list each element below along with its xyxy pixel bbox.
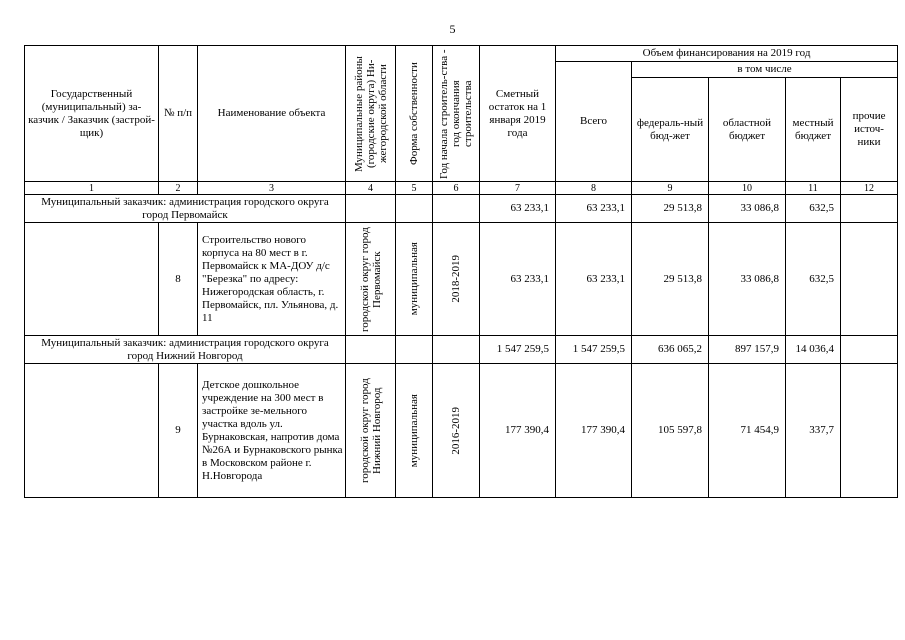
column-index-row: [25, 182, 898, 195]
col-index: 3: [198, 182, 346, 195]
header-number: № п/п: [159, 46, 198, 182]
object-years: [433, 223, 480, 336]
financing-table: [24, 45, 898, 498]
col-index: 11: [786, 182, 841, 195]
object-name: Строительство нового корпуса на 80 мест в г. Первомайск к МА-ДОУ д/с "Березка" по адресу: Нижегородская область, г. Первомайск, пл. Ульянова, д. 11: [198, 223, 346, 336]
other-sources: [841, 195, 898, 223]
object-ownership-text: муниципальная: [408, 393, 420, 468]
col-index: 7: [480, 182, 556, 195]
object-district: [346, 364, 396, 498]
object-district-text: городской округ город Нижний Новгород: [358, 378, 383, 483]
object-years-text: 2018-2019: [450, 255, 462, 303]
header-estimate-balance: Сметный остаток на 1 января 2019 года: [480, 46, 556, 182]
object-ownership: [396, 364, 433, 498]
col-index: 2: [159, 182, 198, 195]
header-total: Всего: [556, 62, 632, 182]
local-budget: 14 036,4: [786, 336, 841, 364]
federal-budget: 29 513,8: [632, 223, 709, 336]
total: 1 547 259,5: [556, 336, 632, 364]
header-years-text: Год начала строитель-ства - год окончания строительства: [438, 48, 474, 179]
federal-budget: 29 513,8: [632, 195, 709, 223]
estimate-balance: 63 233,1: [480, 223, 556, 336]
total: 177 390,4: [556, 364, 632, 498]
local-budget: 632,5: [786, 223, 841, 336]
object-ownership-text: муниципальная: [408, 242, 420, 316]
header-ownership-text: Форма собственности: [408, 62, 420, 165]
table-row: [25, 364, 898, 498]
table-row: [25, 195, 898, 223]
federal-budget: 105 597,8: [632, 364, 709, 498]
object-number: 8: [159, 223, 198, 336]
col-index: 10: [709, 182, 786, 195]
other-sources: [841, 223, 898, 336]
estimate-balance: 1 547 259,5: [480, 336, 556, 364]
col-index: 4: [346, 182, 396, 195]
table-row: [25, 223, 898, 336]
regional-budget: 33 086,8: [709, 195, 786, 223]
object-years: [433, 364, 480, 498]
local-budget: 337,7: [786, 364, 841, 498]
regional-budget: 71 454,9: [709, 364, 786, 498]
other-sources: [841, 336, 898, 364]
other-sources: [841, 364, 898, 498]
header-object-name: Наименование объекта: [198, 46, 346, 182]
header-district: [346, 46, 396, 182]
header-including-group: в том числе: [632, 62, 898, 78]
object-number: 9: [159, 364, 198, 498]
regional-budget: 33 086,8: [709, 223, 786, 336]
header-other: прочие источ-ники: [841, 78, 898, 182]
page-number: 5: [449, 22, 456, 36]
federal-budget: 636 065,2: [632, 336, 709, 364]
header-regional: областной бюджет: [709, 78, 786, 182]
header-district-text: Муниципальные районы (городские округа) Ни-жегородской области: [352, 55, 389, 172]
estimate-balance: 63 233,1: [480, 195, 556, 223]
col-index: 9: [632, 182, 709, 195]
object-ownership: [396, 223, 433, 336]
header-ownership: [396, 46, 433, 182]
object-district-text: городской округ город Первомайск: [358, 226, 383, 332]
header-years: [433, 46, 480, 182]
customer-name: Муниципальный заказчик: администрация городского округа город Нижний Новгород: [25, 336, 346, 364]
header-federal: федераль-ный бюд-жет: [632, 78, 709, 182]
header-local: местный бюджет: [786, 78, 841, 182]
col-index: 5: [396, 182, 433, 195]
object-name: Детское дошкольное учреждение на 300 мест в застройке зе-мельного участка вдоль ул. Бурнаковская, напротив дома №26А и Бурнаковского рынка в Московском районе г. Н.Новгорода: [198, 364, 346, 498]
table-row: [25, 336, 898, 364]
regional-budget: 897 157,9: [709, 336, 786, 364]
header-customer: Государственный (муниципальный) за-казчик / Заказчик (застрой-щик): [25, 46, 159, 182]
col-index: 1: [25, 182, 159, 195]
col-index: 12: [841, 182, 898, 195]
object-district: [346, 223, 396, 336]
customer-name: Муниципальный заказчик: администрация городского округа город Первомайск: [25, 195, 346, 223]
col-index: 8: [556, 182, 632, 195]
total: 63 233,1: [556, 195, 632, 223]
col-index: 6: [433, 182, 480, 195]
estimate-balance: 177 390,4: [480, 364, 556, 498]
local-budget: 632,5: [786, 195, 841, 223]
header-row-1: [25, 46, 898, 62]
total: 63 233,1: [556, 223, 632, 336]
header-funding-group: Объем финансирования на 2019 год: [556, 46, 898, 62]
object-years-text: 2016-2019: [450, 406, 462, 455]
